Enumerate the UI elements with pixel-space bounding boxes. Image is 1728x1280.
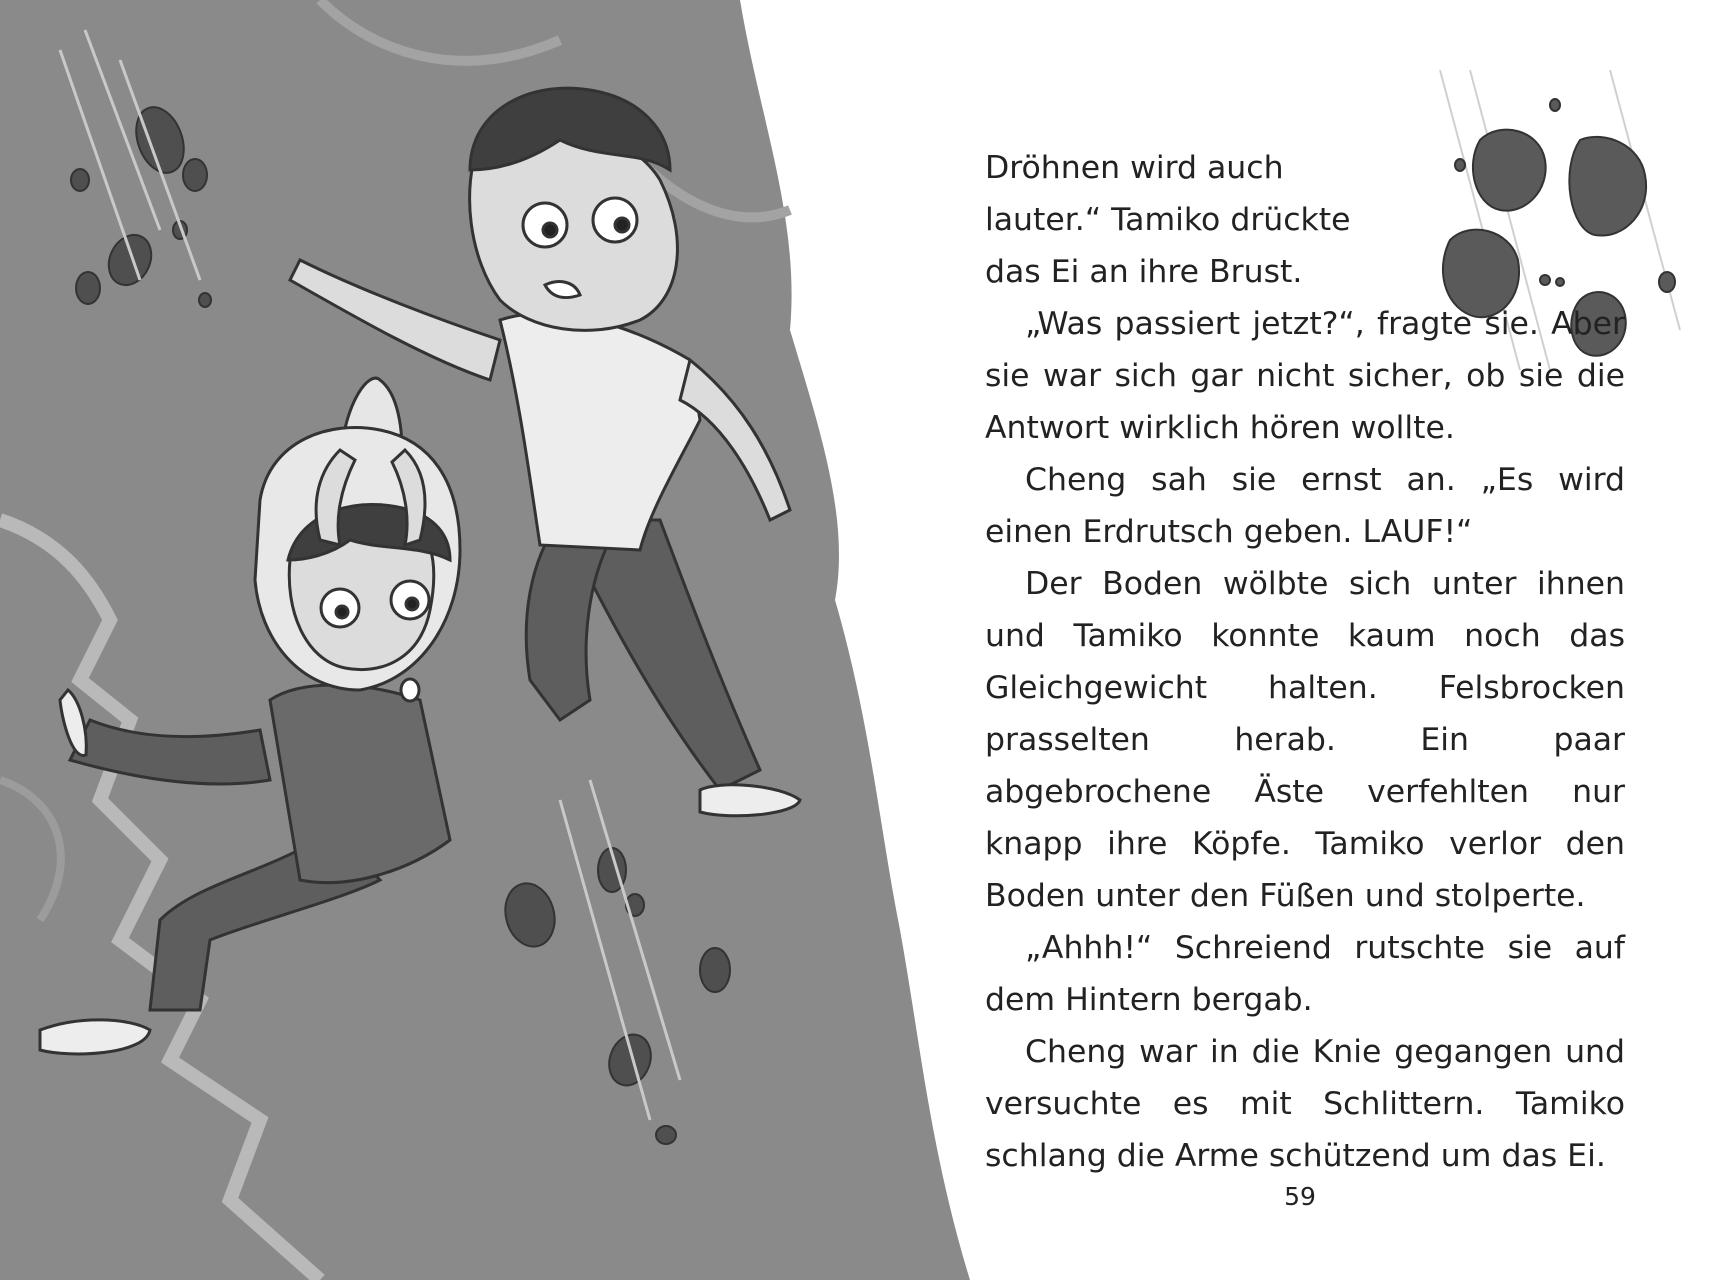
story-paragraph: „Ahhh!“ Schreiend rutschte sie auf dem Hintern bergab. (985, 930, 1625, 1018)
story-paragraph: Cheng war in die Knie gegangen und versuchte es mit Schlittern. Tamiko schlang die Arme schützend um das Ei. (985, 1034, 1625, 1174)
story-paragraph: Cheng sah sie ernst an. „Es wird einen Erdrutsch geben. LAUF!“ (985, 462, 1625, 550)
story-text (985, 142, 1625, 1182)
story-paragraph: Dröhnen wird auch lauter.“ Tamiko drückte das Ei an ihre Brust. (985, 150, 1351, 290)
page-number: 59 (1284, 1182, 1316, 1211)
story-paragraph: Der Boden wölbte sich unter ihnen und Tamiko konnte kaum noch das Gleichgewicht halten. Felsbrocken prasselten herab. Ein paar abgebrochene Äste verfehlten nur knapp ihre Köpfe. Tamiko verlor den Boden unter den Füßen und stolperte. (985, 566, 1625, 914)
story-paragraph: „Was passiert jetzt?“, fragte sie. Aber sie war sich gar nicht sicher, ob sie die Antwort wirklich hören wollte. (985, 306, 1625, 446)
